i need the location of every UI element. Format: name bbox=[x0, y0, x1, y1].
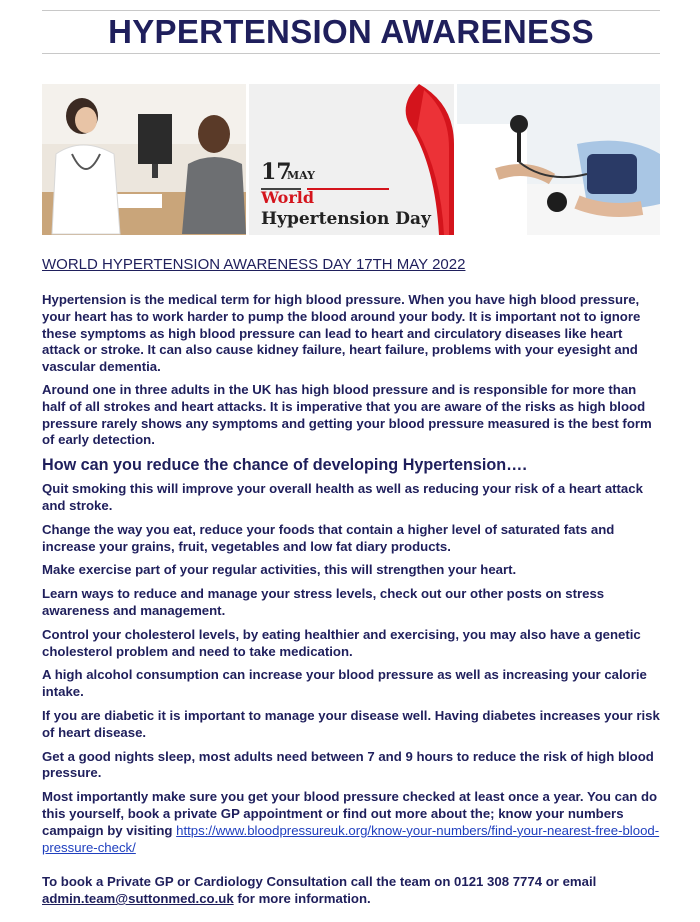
page-header bbox=[42, 10, 660, 54]
booking-paragraph bbox=[42, 874, 660, 908]
booking-text: To book a Private GP or Cardiology Consultation call the team on 0121 308 7774 or email bbox=[42, 874, 597, 890]
world-hypertension-day-graphic bbox=[249, 84, 454, 235]
tip-alcohol: A high alcohol consumption can increase your blood pressure as well as increasing your calorie intake. bbox=[42, 667, 647, 700]
checkup-text: Most importantly make sure you get your blood pressure checked at least once a year. You can do this yourself, book a private GP appointment or find out more about the; know your numbers campaign by visiting bbox=[42, 789, 658, 838]
tip-diet: Change the way you eat, reduce your foods that contain a higher level of saturated fats and increase your grains, fruit, vegetables and low fat diary products. bbox=[42, 521, 615, 554]
tip-sleep: Get a good nights sleep, most adults need between 7 and 9 hours to reduce the risk of high blood pressure. bbox=[42, 748, 654, 781]
date-number: 17 bbox=[261, 159, 292, 185]
doctor-patient-consultation-photo bbox=[42, 84, 246, 235]
graphic-line-world: World bbox=[261, 188, 315, 207]
intro-paragraph-2: Around one in three adults in the UK has high blood pressure and is responsible for more than half of all strokes and heart attacks. It is imperative that you are aware of the risks as high blood pressure rarely shows any symptoms and getting your blood pressure measured is the best form of early detection. bbox=[42, 381, 652, 448]
blood-pressure-measurement-photo bbox=[457, 84, 660, 235]
booking-text-end: for more information. bbox=[233, 891, 371, 907]
image-banner bbox=[42, 84, 660, 235]
article-body bbox=[42, 292, 660, 915]
tip-exercise: Make exercise part of your regular activities, this will strengthen your heart. bbox=[42, 562, 517, 578]
checkup-paragraph bbox=[42, 789, 660, 856]
contact-email-link[interactable]: admin.team@suttonmed.co.uk bbox=[42, 891, 234, 907]
tip-diabetes: If you are diabetic it is important to manage your disease well. Having diabetes increases your risk of heart disease. bbox=[42, 707, 660, 740]
intro-paragraph-1: Hypertension is the medical term for high blood pressure. When you have high blood pressure, your heart has to work harder to pump the blood around your body. It is important not to ignore these symptoms as high blood pressure can lead to heart and circulatory diseases like heart attack or stroke. It can also cause kidney failure, heart failure, problems with your eyesight and vascular dementia. bbox=[42, 292, 641, 375]
tip-cholesterol: Control your cholesterol levels, by eating healthier and exercising, you may also have a genetic cholesterol problem and need to take medication. bbox=[42, 626, 641, 659]
graphic-line-hypertension-day: Hypertension Day bbox=[261, 209, 431, 229]
section-heading: WORLD HYPERTENSION AWARENESS DAY 17TH MAY 2022 bbox=[42, 256, 466, 273]
tips-subheading: How can you reduce the chance of developing Hypertension…. bbox=[42, 456, 527, 475]
tip-quit-smoking: Quit smoking this will improve your overall health as well as reducing your risk of a heart attack and stroke. bbox=[42, 481, 643, 513]
blood-pressure-uk-link[interactable]: https://www.bloodpressureuk.org/know-your-numbers/find-your-nearest-free-blood-pressure-check/ bbox=[42, 822, 660, 855]
page-title: HYPERTENSION AWARENESS bbox=[108, 13, 594, 50]
tip-stress: Learn ways to reduce and manage your stress levels, check out our other posts on stress awareness and management. bbox=[42, 586, 605, 618]
date-month: MAY bbox=[287, 169, 316, 182]
